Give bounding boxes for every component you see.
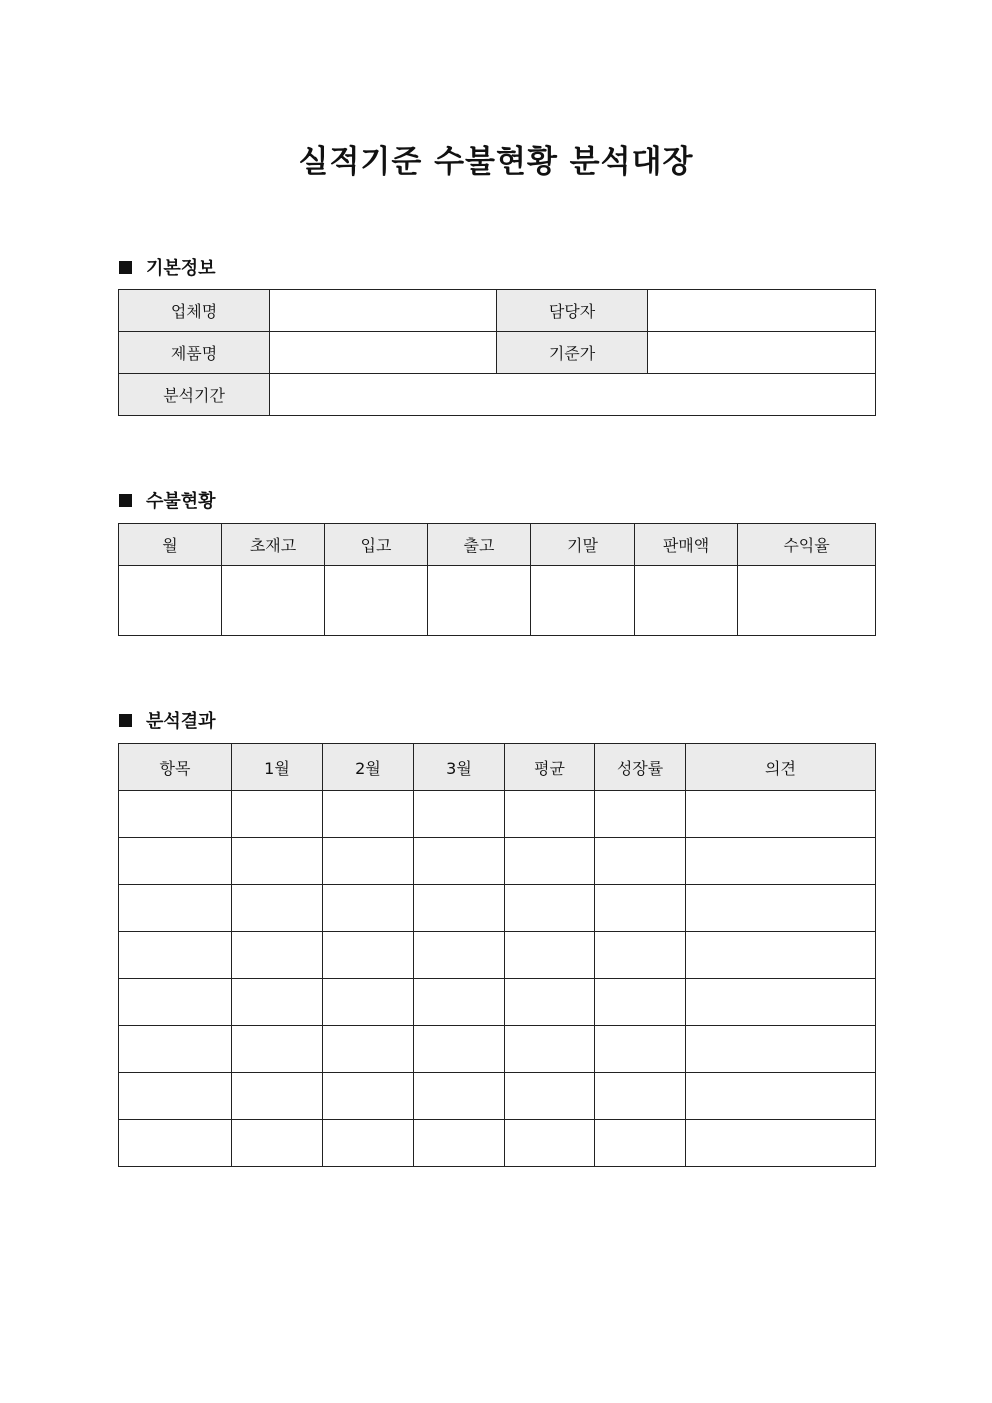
table-cell[interactable] bbox=[232, 1026, 323, 1073]
section-heading-basic-info bbox=[119, 254, 216, 280]
table-cell[interactable] bbox=[414, 1073, 505, 1120]
table-cell[interactable] bbox=[505, 838, 595, 885]
table-row bbox=[119, 885, 876, 932]
table-cell[interactable] bbox=[119, 932, 232, 979]
table-cell[interactable] bbox=[595, 885, 686, 932]
table-cell[interactable] bbox=[686, 932, 876, 979]
table-row bbox=[119, 374, 876, 416]
column-header: 월 bbox=[119, 524, 222, 566]
table-row bbox=[119, 932, 876, 979]
period-label: 분석기간 bbox=[119, 374, 270, 416]
table-cell[interactable] bbox=[222, 566, 325, 636]
column-header: 수익율 bbox=[738, 524, 876, 566]
table-cell[interactable] bbox=[505, 1073, 595, 1120]
table-cell[interactable] bbox=[323, 885, 414, 932]
table-header-row bbox=[119, 744, 876, 791]
table-cell[interactable] bbox=[232, 1073, 323, 1120]
table-row bbox=[119, 1073, 876, 1120]
table-cell[interactable] bbox=[323, 1120, 414, 1167]
table-cell[interactable] bbox=[595, 791, 686, 838]
table-cell[interactable] bbox=[505, 932, 595, 979]
column-header: 2월 bbox=[323, 744, 414, 791]
table-cell[interactable] bbox=[505, 791, 595, 838]
column-header: 평균 bbox=[505, 744, 595, 791]
table-cell[interactable] bbox=[414, 1120, 505, 1167]
base-price-label: 기준가 bbox=[497, 332, 648, 374]
table-row bbox=[119, 979, 876, 1026]
table-cell[interactable] bbox=[505, 1026, 595, 1073]
section-heading-label: 기본정보 bbox=[146, 258, 216, 279]
column-header: 의견 bbox=[686, 744, 876, 791]
table-cell[interactable] bbox=[635, 566, 738, 636]
section-heading-analysis bbox=[119, 707, 216, 733]
manager-label: 담당자 bbox=[497, 290, 648, 332]
table-cell[interactable] bbox=[686, 791, 876, 838]
table-cell[interactable] bbox=[323, 979, 414, 1026]
table-cell[interactable] bbox=[505, 1120, 595, 1167]
table-cell[interactable] bbox=[232, 791, 323, 838]
column-header: 입고 bbox=[325, 524, 428, 566]
table-cell[interactable] bbox=[595, 1073, 686, 1120]
section-heading-inventory bbox=[119, 487, 216, 513]
analysis-table bbox=[118, 743, 876, 1167]
table-row bbox=[119, 791, 876, 838]
product-field[interactable] bbox=[270, 332, 497, 374]
column-header: 초재고 bbox=[222, 524, 325, 566]
table-cell[interactable] bbox=[414, 838, 505, 885]
table-cell[interactable] bbox=[505, 885, 595, 932]
table-cell[interactable] bbox=[323, 838, 414, 885]
table-row bbox=[119, 332, 876, 374]
basic-info-table bbox=[118, 289, 876, 416]
base-price-field[interactable] bbox=[648, 332, 876, 374]
table-header-row bbox=[119, 524, 876, 566]
table-cell[interactable] bbox=[686, 885, 876, 932]
column-header: 1월 bbox=[232, 744, 323, 791]
table-cell[interactable] bbox=[119, 566, 222, 636]
table-cell[interactable] bbox=[119, 979, 232, 1026]
column-header: 판매액 bbox=[635, 524, 738, 566]
table-cell[interactable] bbox=[595, 932, 686, 979]
table-cell[interactable] bbox=[686, 1073, 876, 1120]
table-cell[interactable] bbox=[595, 979, 686, 1026]
table-cell[interactable] bbox=[119, 885, 232, 932]
column-header: 성장률 bbox=[595, 744, 686, 791]
section-heading-label: 수불현황 bbox=[146, 491, 216, 512]
company-field[interactable] bbox=[270, 290, 497, 332]
table-cell[interactable] bbox=[686, 1120, 876, 1167]
square-bullet-icon bbox=[119, 261, 132, 274]
table-cell[interactable] bbox=[505, 979, 595, 1026]
table-cell[interactable] bbox=[686, 1026, 876, 1073]
table-cell[interactable] bbox=[119, 1026, 232, 1073]
period-field[interactable] bbox=[270, 374, 876, 416]
table-cell[interactable] bbox=[119, 791, 232, 838]
table-cell[interactable] bbox=[595, 1120, 686, 1167]
table-cell[interactable] bbox=[232, 1120, 323, 1167]
table-row bbox=[119, 838, 876, 885]
table-cell[interactable] bbox=[323, 932, 414, 979]
section-heading-label: 분석결과 bbox=[146, 711, 216, 732]
table-cell[interactable] bbox=[414, 1026, 505, 1073]
inventory-table bbox=[118, 523, 876, 636]
table-cell[interactable] bbox=[119, 1120, 232, 1167]
table-cell[interactable] bbox=[119, 1073, 232, 1120]
table-cell[interactable] bbox=[414, 932, 505, 979]
product-label: 제품명 bbox=[119, 332, 270, 374]
table-cell[interactable] bbox=[414, 885, 505, 932]
table-cell[interactable] bbox=[119, 838, 232, 885]
table-row bbox=[119, 1026, 876, 1073]
table-cell[interactable] bbox=[686, 838, 876, 885]
table-cell[interactable] bbox=[414, 979, 505, 1026]
company-label: 업체명 bbox=[119, 290, 270, 332]
table-row bbox=[119, 290, 876, 332]
table-cell[interactable] bbox=[325, 566, 428, 636]
column-header: 출고 bbox=[428, 524, 531, 566]
column-header: 항목 bbox=[119, 744, 232, 791]
square-bullet-icon bbox=[119, 494, 132, 507]
table-cell[interactable] bbox=[232, 885, 323, 932]
table-cell[interactable] bbox=[232, 838, 323, 885]
manager-field[interactable] bbox=[648, 290, 876, 332]
square-bullet-icon bbox=[119, 714, 132, 727]
table-cell[interactable] bbox=[595, 838, 686, 885]
table-cell[interactable] bbox=[232, 932, 323, 979]
table-cell[interactable] bbox=[323, 1026, 414, 1073]
table-cell[interactable] bbox=[686, 979, 876, 1026]
column-header: 기말 bbox=[531, 524, 635, 566]
table-cell[interactable] bbox=[323, 1073, 414, 1120]
table-cell[interactable] bbox=[428, 566, 531, 636]
table-cell[interactable] bbox=[595, 1026, 686, 1073]
table-row bbox=[119, 566, 876, 636]
table-cell[interactable] bbox=[738, 566, 876, 636]
table-cell[interactable] bbox=[531, 566, 635, 636]
column-header: 3월 bbox=[414, 744, 505, 791]
table-cell[interactable] bbox=[232, 979, 323, 1026]
table-row bbox=[119, 1120, 876, 1167]
table-cell[interactable] bbox=[414, 791, 505, 838]
table-cell[interactable] bbox=[323, 791, 414, 838]
document-title: 실적기준 수불현황 분석대장 bbox=[298, 144, 694, 180]
